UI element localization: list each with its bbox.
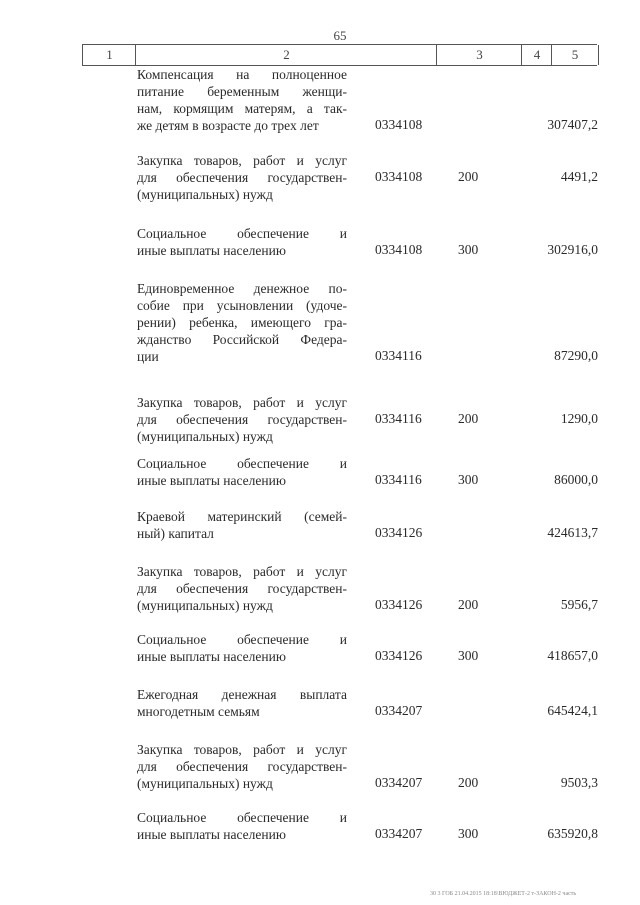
row-amount: 9503,3 [560,775,598,790]
row-amount: 4491,2 [560,169,598,184]
row-code: 0334126 [375,525,423,540]
header-col-4: 4 [521,45,552,65]
row-description [137,686,347,720]
row-expense-type: 200 [458,169,479,184]
table-header [82,44,597,66]
row-amount: 418657,0 [547,648,598,663]
description-line: Компенсация на полноценное [137,67,347,82]
description-line: Краевой материнский (семей- [137,509,347,524]
row-code: 0334126 [375,648,423,663]
row-description [137,741,347,792]
row-amount: 1290,0 [560,411,598,426]
row-description [137,394,347,445]
row-description [137,809,347,843]
description-line: многодетным семьям [137,704,260,719]
row-expense-type: 300 [458,648,479,663]
row-description [137,563,347,614]
description-line: для обеспечения государствен- [137,170,347,185]
description-line: (муниципальных) нужд [137,776,273,791]
row-code: 0334108 [375,242,423,257]
row-code: 0334207 [375,775,423,790]
page-number: 65 [333,28,347,43]
description-line: ции [137,349,159,364]
row-expense-type: 200 [458,775,479,790]
description-line: собие при усыновлении (удоче- [137,298,347,313]
row-description [137,225,347,259]
row-code: 0334116 [375,472,422,487]
row-description [137,66,347,134]
row-expense-type: 200 [458,597,479,612]
description-line: иные выплаты населению [137,243,286,258]
row-amount: 424613,7 [547,525,598,540]
description-line: (муниципальных) нужд [137,598,273,613]
header-col-2: 2 [135,45,437,65]
description-line: для обеспечения государствен- [137,581,347,596]
description-line: Социальное обеспечение и [137,226,347,241]
row-expense-type: 200 [458,411,479,426]
row-code: 0334108 [375,117,423,132]
header-col-3: 3 [436,45,522,65]
row-expense-type: 300 [458,242,479,257]
description-line: Социальное обеспечение и [137,456,347,471]
footer-note: 30 3 ГОБ 21.04.2015 18:18\ВЮДЖЕТ-2 т-ЗАКОН-2 часть [430,891,577,897]
row-expense-type: 300 [458,826,479,841]
row-amount: 302916,0 [547,242,598,257]
description-line: для обеспечения государствен- [137,759,347,774]
description-line: жданство Российской Федера- [137,332,347,347]
row-description [137,508,347,542]
row-code: 0334116 [375,348,422,363]
description-line: Ежегодная денежная выплата [137,687,347,702]
description-line: иные выплаты населению [137,827,286,842]
row-amount: 87290,0 [554,348,598,363]
description-line: рении) ребенка, имеющего гра- [137,315,347,330]
row-amount: 645424,1 [547,703,598,718]
description-line: Единовременное денежное по- [137,281,347,296]
description-line: Закупка товаров, работ и услуг [137,153,347,168]
row-description [137,631,347,665]
description-line: (муниципальных) нужд [137,429,273,444]
description-line: для обеспечения государствен- [137,412,347,427]
description-line: ный) капитал [137,526,214,541]
description-line: питание беременным женщи- [137,84,347,99]
row-description [137,152,347,203]
row-code: 0334116 [375,411,422,426]
header-col-1: 1 [82,45,136,65]
row-code: 0334108 [375,169,423,184]
description-line: нам, кормящим матерям, а так- [137,101,347,116]
description-line: Закупка товаров, работ и услуг [137,742,347,757]
description-line: же детям в возрасте до трех лет [137,118,319,133]
description-line: Социальное обеспечение и [137,810,347,825]
description-line: иные выплаты населению [137,473,286,488]
row-code: 0334207 [375,826,423,841]
row-description [137,280,347,365]
row-amount: 635920,8 [547,826,598,841]
row-code: 0334126 [375,597,423,612]
description-line: (муниципальных) нужд [137,187,273,202]
header-col-5: 5 [551,45,599,65]
row-amount: 86000,0 [554,472,598,487]
description-line: иные выплаты населению [137,649,286,664]
row-expense-type: 300 [458,472,479,487]
row-amount: 5956,7 [560,597,598,612]
row-description [137,455,347,489]
row-code: 0334207 [375,703,423,718]
description-line: Закупка товаров, работ и услуг [137,564,347,579]
description-line: Социальное обеспечение и [137,632,347,647]
description-line: Закупка товаров, работ и услуг [137,395,347,410]
row-amount: 307407,2 [547,117,598,132]
